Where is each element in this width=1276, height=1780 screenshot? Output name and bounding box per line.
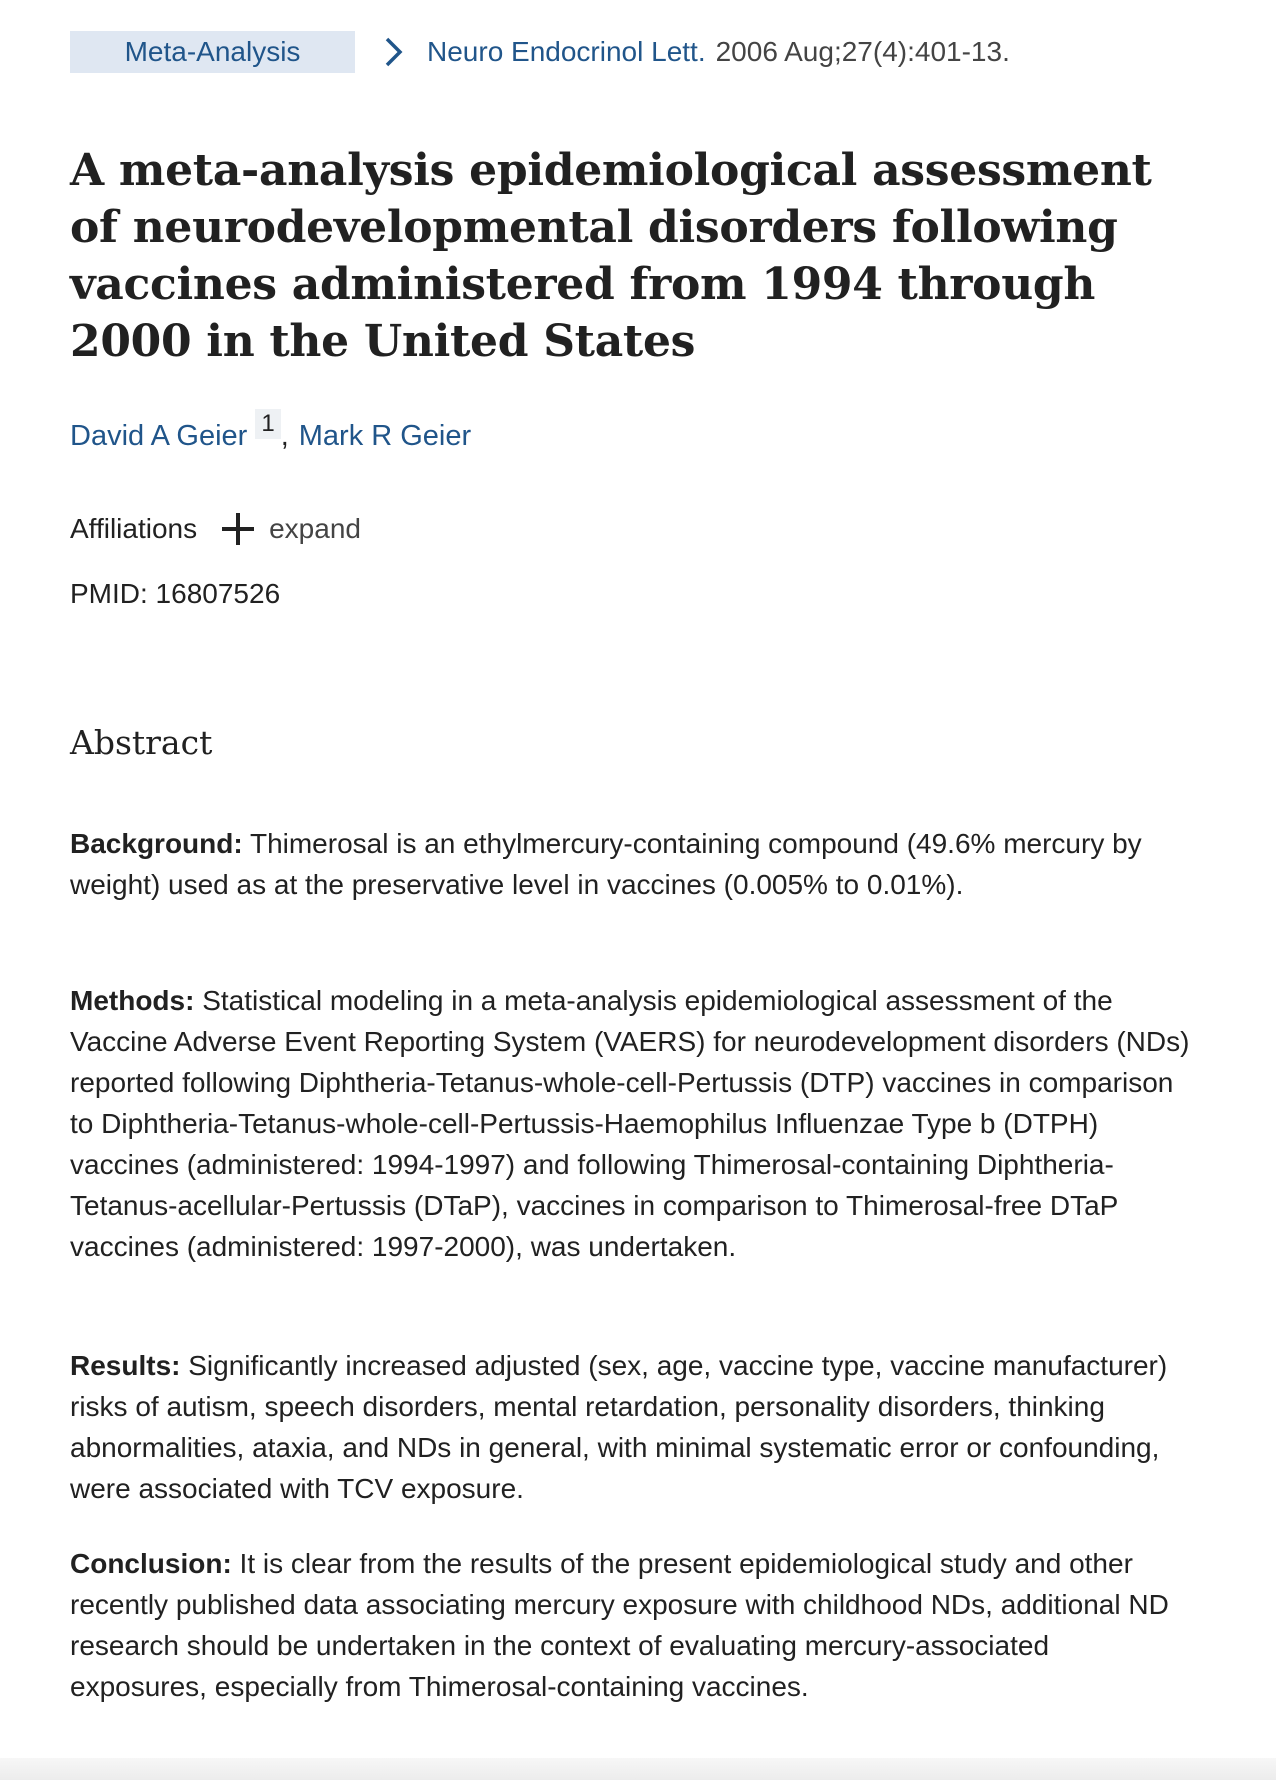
- abstract-conclusion: [70, 1543, 1190, 1707]
- citation-details: 2006 Aug;27(4):401-13.: [715, 36, 1010, 67]
- author-link-david-geier[interactable]: David A Geier: [70, 420, 248, 452]
- affiliation-ref-button[interactable]: 1: [255, 409, 280, 439]
- abstract-heading: Abstract: [70, 723, 213, 762]
- abstract-methods: [70, 980, 1190, 1267]
- section-text: Statistical modeling in a meta-analysis epidemiological assessment of the Vaccine Adverse Event Reporting System (VAERS) for neurodevelopment disorders (NDs) reported following Diphtheria-Tetanus-whole-cell-Pertussis (DTP) vaccines in comparison to Diphtheria-Tetanus-whole-cell-Pertussis-Haemophilus Influenzae Type b (DTPH) vaccines (administered: 1994-1997) and following Thimerosal-containing Diphtheria-Tetanus-acellular-Pertussis (DTaP), vaccines in comparison to Thimerosal-free DTaP vaccines (administered: 1997-2000), was undertaken.: [70, 985, 1190, 1262]
- section-label: Methods:: [70, 985, 195, 1016]
- breadcrumb: [70, 31, 1010, 73]
- author-separator: ,: [280, 420, 289, 452]
- section-label: Conclusion:: [70, 1548, 232, 1579]
- bottom-scroll-shadow: [0, 1758, 1276, 1780]
- abstract-results: [70, 1345, 1190, 1509]
- chevron-right-icon: [383, 31, 413, 73]
- journal-link[interactable]: Neuro Endocrinol Lett.: [427, 36, 706, 67]
- affiliations-label: Affiliations: [70, 513, 198, 544]
- article-title: A meta-analysis epidemiological assessment of neurodevelopmental disorders following vaccines administered from 1994 through 2000 in the United States: [70, 145, 1152, 367]
- pmid: PMID: 16807526: [70, 578, 281, 609]
- author-list: [70, 410, 472, 453]
- section-label: Background:: [70, 828, 243, 859]
- affiliations-row: [70, 512, 361, 546]
- section-text: Thimerosal is an ethylmercury-containing compound (49.6% mercury by weight) used as at the preservative level in vaccines (0.005% to 0.01%).: [70, 828, 1142, 900]
- section-text: Significantly increased adjusted (sex, age, vaccine type, vaccine manufacturer) risks of autism, speech disorders, mental retardation, personality disorders, thinking abnormalities, ataxia, and NDs in general, with minimal systematic error or confounding, were associated with TCV exposure.: [70, 1350, 1168, 1504]
- section-text: It is clear from the results of the present epidemiological study and other recently published data associating mercury exposure with childhood NDs, additional ND research should be undertaken in the context of evaluating mercury-associated exposures, especially from Thimerosal-containing vaccines.: [70, 1548, 1169, 1702]
- abstract-background: [70, 823, 1190, 905]
- plus-icon[interactable]: [221, 512, 255, 546]
- section-label: Results:: [70, 1350, 181, 1381]
- expand-affiliations-button[interactable]: expand: [269, 513, 361, 544]
- author-link-mark-geier[interactable]: Mark R Geier: [298, 420, 472, 452]
- article-type-badge[interactable]: Meta-Analysis: [70, 31, 355, 73]
